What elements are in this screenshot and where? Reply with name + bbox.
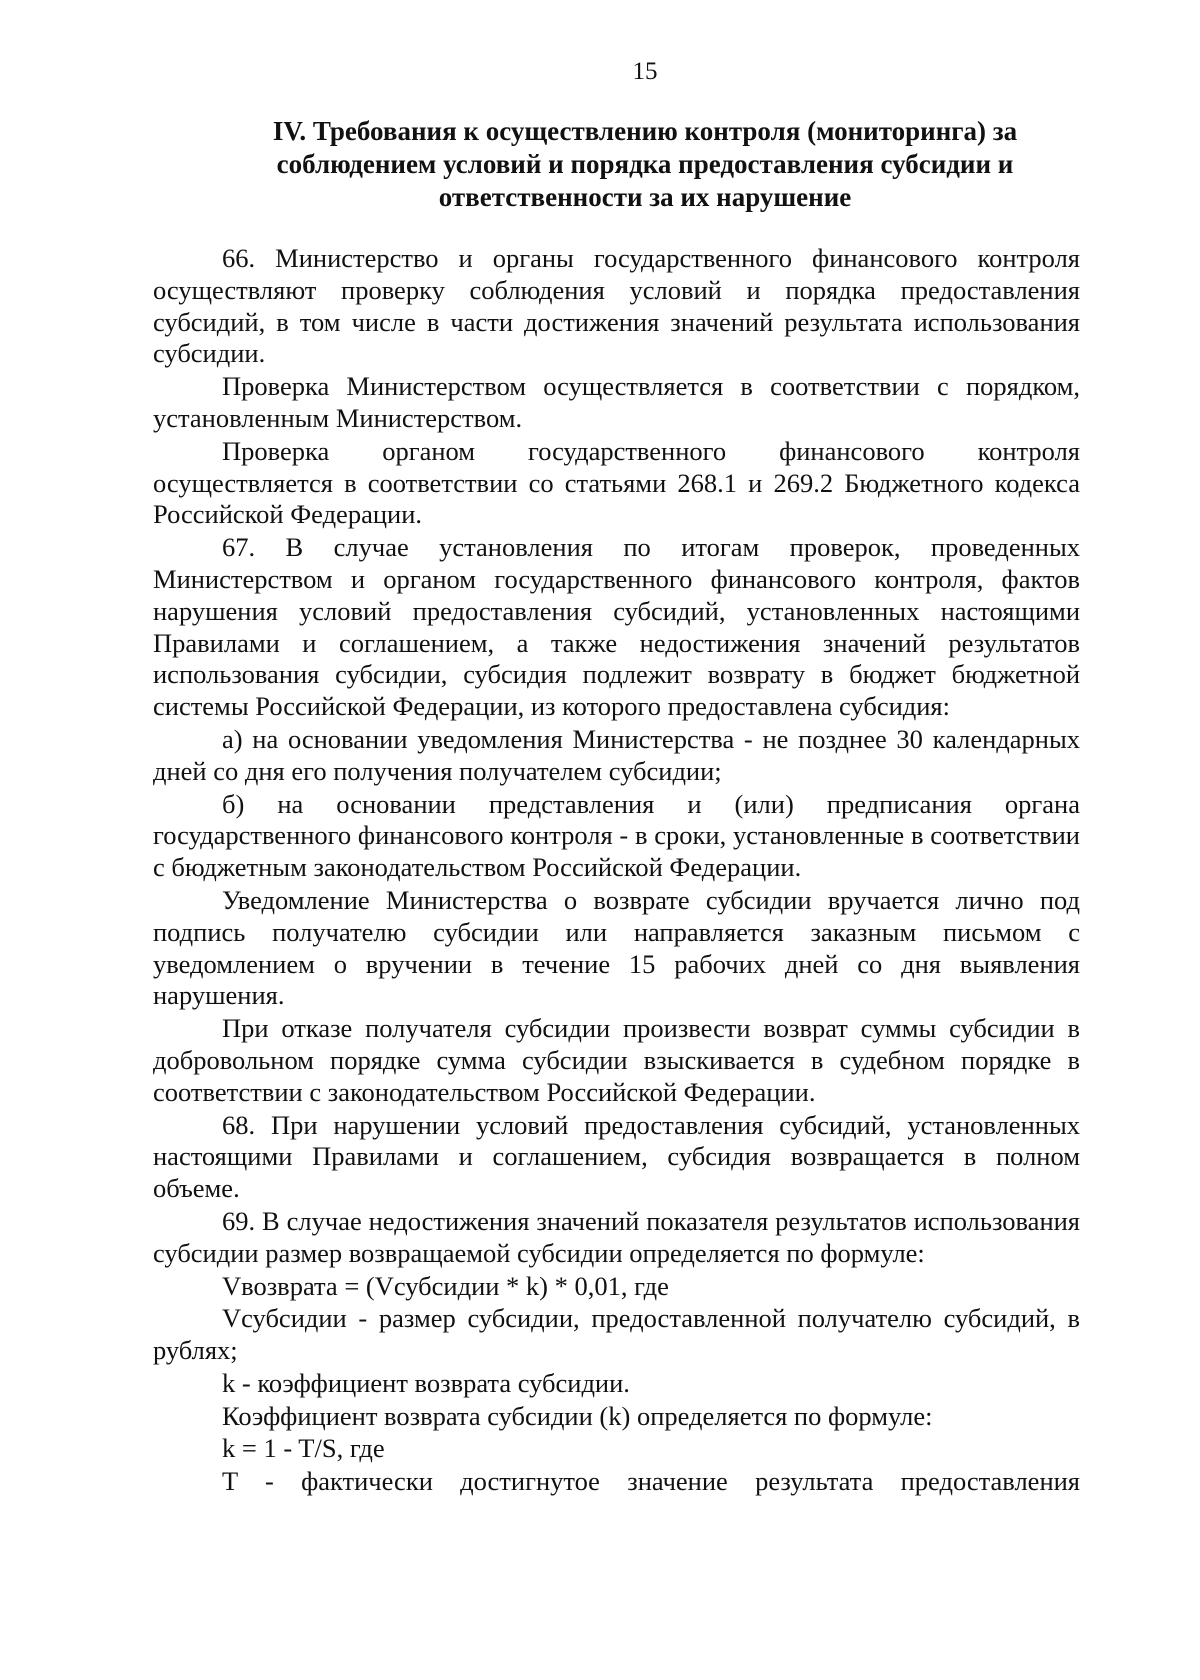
paragraph-69: 69. В случае недостижения значений показателя результатов использования субсидии размер возвращаемой субсидии определяется по формуле:: [153, 1205, 1080, 1268]
page-number: 15: [632, 58, 658, 85]
paragraph: При отказе получателя субсидии произвести возврат суммы субсидии в добровольном порядке сумма субсидии взыскивается в судебном порядке в соответствии с законодательством Российской Федерации.: [153, 1013, 1080, 1107]
formula-return-amount: Vвозврата = (Vсубсидии * k) * 0,01, где: [222, 1270, 669, 1301]
list-item-a: а) на основании уведомления Министерства - не позднее 30 календарных дней со дня его получения получателем субсидии;: [153, 723, 1080, 786]
section-heading-line: IV. Требования к осуществлению контроля (мониторинга) за: [272, 116, 1018, 146]
paragraph-68: 68. При нарушении условий предоставления субсидий, установленных настоящими Правилами и соглашением, субсидия возвращается в полном объеме.: [153, 1109, 1080, 1204]
paragraph: Проверка органом государственного финансового контроля осуществляется в соответствии со статьями 268.1 и 269.2 Бюджетного кодекса Российской Федерации.: [153, 435, 1080, 530]
section-heading: [220, 115, 1070, 214]
list-item-b: б) на основании представления и (или) предписания органа государственного финансового контроля - в сроки, установленные в соответствии с бюджетным законодательством Российской Федерации.: [153, 788, 1080, 883]
formula-definition: k - коэффициент возврата субсидии.: [222, 1367, 630, 1398]
formula-coefficient: k = 1 - T/S, где: [222, 1433, 385, 1464]
paragraph: Уведомление Министерства о возврате субсидии вручается лично под подпись получателю субсидии или направляется заказным письмом с уведомлением о вручении в течение 15 рабочих дней со дня выявления нарушения.: [153, 884, 1080, 1011]
paragraph-67: 67. В случае установления по итогам проверок, проведенных Министерством и органом государственного финансового контроля, фактов нарушения условий предоставления субсидий, установленных настоящими Правилами и соглашением, а также недостижения значений результатов использования субсидии, субсидия подлежит возврату в бюджет бюджетной системы Российской Федерации, из которого предоставлена субсидия:: [153, 532, 1080, 722]
paragraph-66: 66. Министерство и органы государственного финансового контроля осуществляют проверку соблюдения условий и порядка предоставления субсидий, в том числе в части достижения значений результата использования субсидии.: [153, 243, 1080, 369]
document-body: [153, 243, 1080, 1499]
formula-definition: Vсубсидии - размер субсидии, предоставленной получателю субсидий, в рублях;: [153, 1303, 1080, 1366]
section-heading-line: соблюдением условий и порядка предоставления субсидии и: [276, 149, 1014, 179]
paragraph: Проверка Министерством осуществляется в соответствии с порядком, установленным Министерством.: [153, 371, 1080, 433]
formula-definition: T - фактически достигнутое значение результата предоставления: [222, 1466, 1080, 1497]
paragraph: Коэффициент возврата субсидии (k) определяется по формуле:: [222, 1400, 933, 1431]
section-heading-line: ответственности за их нарушение: [438, 182, 852, 212]
